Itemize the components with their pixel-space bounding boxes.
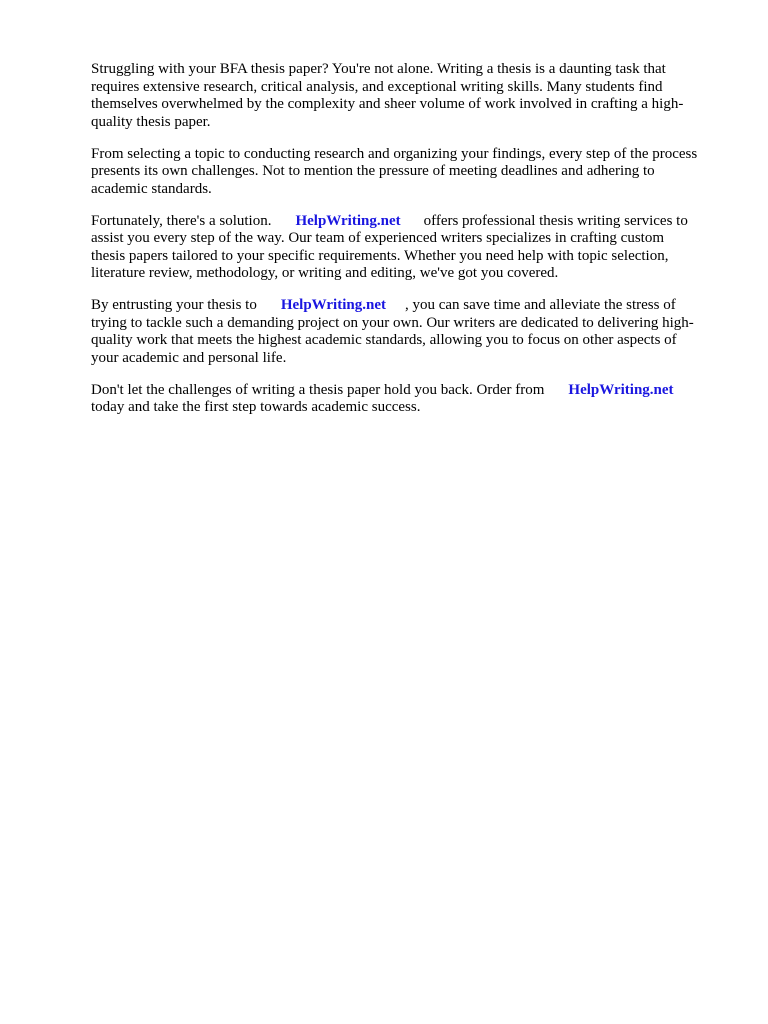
paragraph-cta-lead: Don't let the challenges of writing a thesis paper hold you back. Order from bbox=[91, 381, 545, 398]
paragraph-entrusting bbox=[91, 297, 723, 367]
paragraph-challenges-text: From selecting a topic to conducting research and organizing your findings, every step of the process presents its own challenges. Not to mention the pressure of meeting deadlines and adhering to academic standards. bbox=[91, 145, 698, 197]
paragraph-call-to-action bbox=[91, 382, 723, 417]
document-body bbox=[91, 61, 723, 431]
paragraph-intro bbox=[91, 61, 723, 131]
paragraph-cta-rest: today and take the first step towards academic success. bbox=[91, 399, 421, 415]
paragraph-solution-rest: offers professional thesis writing services to assist you every step of the way. Our team of experienced writers specializes in crafting custom thesis papers tailored to your specific requirements. Whether you need help with topic selection, literature review, methodology, or writing and editing, we've got you covered. bbox=[91, 212, 688, 281]
paragraph-solution bbox=[91, 213, 723, 283]
paragraph-intro-text: Struggling with your BFA thesis paper? You're not alone. Writing a thesis is a daunting task that requires extensive research, critical analysis, and exceptional writing skills. Many students find themselves overwhelmed by the complexity and sheer volume of work involved in crafting a high- quality thesis paper. bbox=[91, 61, 684, 130]
helpwriting-link-2[interactable]: HelpWriting.net bbox=[280, 297, 386, 313]
helpwriting-link-3[interactable]: HelpWriting.net bbox=[568, 381, 674, 398]
paragraph-challenges bbox=[91, 146, 723, 199]
paragraph-solution-lead: Fortunately, there's a solution. bbox=[91, 212, 272, 229]
helpwriting-link-1[interactable]: HelpWriting.net bbox=[295, 212, 401, 229]
paragraph-entrusting-lead: By entrusting your thesis to bbox=[91, 297, 257, 313]
paragraph-entrusting-rest: , you can save time and alleviate the stress of trying to tackle such a demanding project on your own. Our writers are dedicated to delivering high- quality work that meets the highest academic standards, allowing you to focus on other aspects of your academic and personal life. bbox=[91, 297, 694, 366]
